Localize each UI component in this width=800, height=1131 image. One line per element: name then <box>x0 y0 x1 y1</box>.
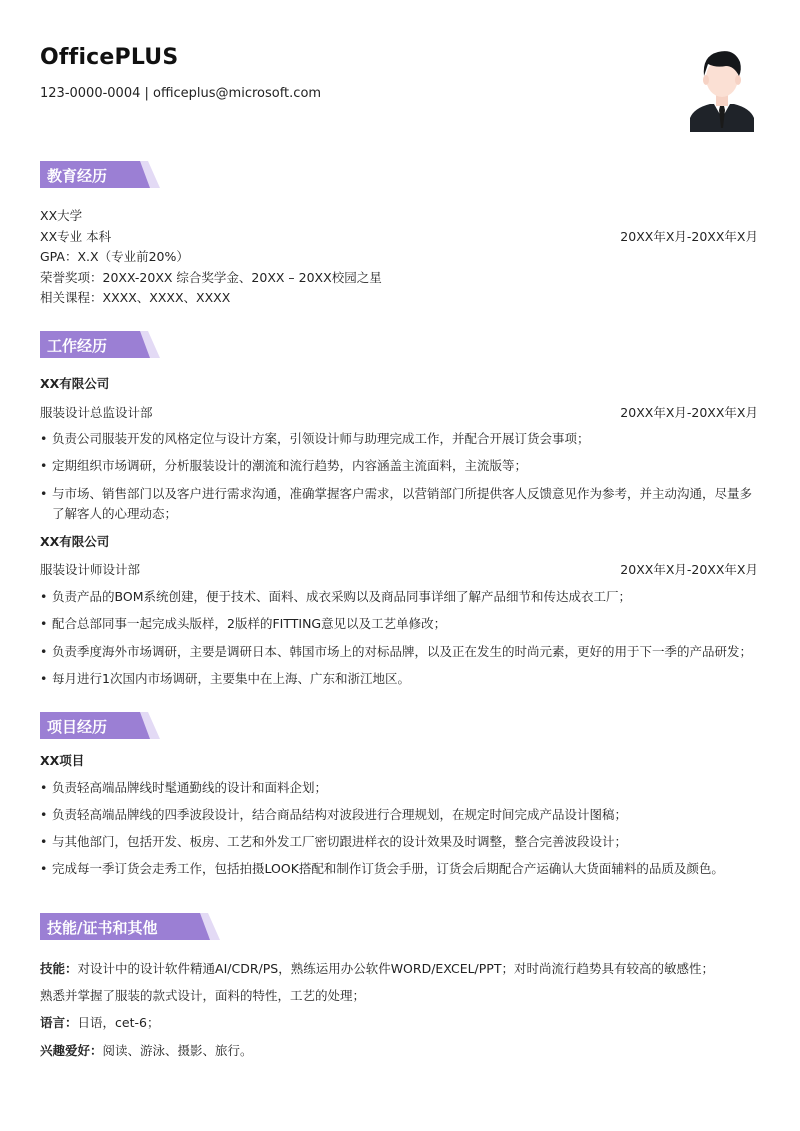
hobby-label: 兴趣爱好： <box>40 1043 103 1058</box>
major-degree: XX专业 本科 <box>40 229 112 244</box>
bullet-icon: • <box>40 644 48 659</box>
courses: 相关课程：XXXX、XXXX、XXXX <box>40 290 231 305</box>
language-line <box>40 1014 159 1031</box>
bullet-icon: • <box>40 458 48 473</box>
language-text: 日语，cet-6； <box>77 1015 160 1030</box>
contact-info: 123-0000-0004 | officeplus@microsoft.com <box>40 86 322 101</box>
bullet-icon: • <box>40 431 48 446</box>
school-name: XX大学 <box>40 208 83 223</box>
section-title: 教育经历 <box>47 167 108 185</box>
bullet-icon: • <box>40 616 48 631</box>
list-item: • 配合总部同事一起完成头版样，2版样的FITTING意见以及工艺单修改； <box>40 614 760 634</box>
section-title: 项目经历 <box>47 718 108 736</box>
job-role: 服装设计师设计部 <box>40 562 141 577</box>
list-item: • 负责轻高端品牌线的四季波段设计，结合商品结构对波段进行合理规划，在规定时间完成产品设计图稿； <box>40 805 760 825</box>
section-title: 技能/证书和其他 <box>47 919 158 937</box>
bullet-icon: • <box>40 807 48 822</box>
avatar-icon <box>688 44 756 132</box>
gpa: GPA：X.X（专业前20%） <box>40 249 189 264</box>
bullet-icon: • <box>40 834 48 849</box>
bullet-icon: • <box>40 861 48 876</box>
bullet-icon: • <box>40 589 48 604</box>
job-date: 20XX年X月-20XX年X月 <box>620 562 758 577</box>
list-item: • 与其他部门，包括开发、板房、工艺和外发工厂密切跟进样衣的设计效果及时调整，整合完善波段设计； <box>40 832 760 852</box>
list-item: • 完成每一季订货会走秀工作，包括拍摄LOOK搭配和制作订货会手册，订货会后期配合产运确认大货面辅料的品质及颜色。 <box>40 859 760 879</box>
section-header-education <box>40 161 170 188</box>
skills-line-2: 熟悉并掌握了服装的款式设计，面料的特性，工艺的处理； <box>40 988 366 1003</box>
bullet-icon: • <box>40 486 48 501</box>
education-date: 20XX年X月-20XX年X月 <box>620 229 758 244</box>
skills-label: 技能： <box>40 961 78 976</box>
list-item: • 与市场、销售部门以及客户进行需求沟通，准确掌握客户需求，以营销部门所提供客人反馈意见作为参考，并主动沟通，尽量多了解客人的心理动态； <box>40 486 753 521</box>
company-name: XX有限公司 <box>40 376 110 391</box>
project-name: XX项目 <box>40 753 85 768</box>
list-item: • 负责公司服装开发的风格定位与设计方案，引领设计师与助理完成工作，并配合开展订货会事项； <box>40 429 760 449</box>
list-item: • 负责轻高端品牌线时髦通勤线的设计和面料企划； <box>40 778 760 798</box>
candidate-name: OfficePLUS <box>40 45 179 70</box>
section-title: 工作经历 <box>47 337 108 355</box>
language-label: 语言： <box>40 1015 78 1030</box>
hobby-line <box>40 1042 253 1059</box>
bullet-icon: • <box>40 671 48 686</box>
job-date: 20XX年X月-20XX年X月 <box>620 405 758 420</box>
hobby-text: 阅读、游泳、摄影、旅行。 <box>102 1043 253 1058</box>
list-item: • 定期组织市场调研，分析服装设计的潮流和流行趋势，内容涵盖主流面料，主流版等； <box>40 456 760 476</box>
skills-text: 对设计中的设计软件精通AI/CDR/PS，熟练运用办公软件WORD/EXCEL/PPT；对时尚流行趋势具有较高的敏感性； <box>77 961 714 976</box>
section-header-skills <box>40 913 170 940</box>
list-item: • 负责季度海外市场调研，主要是调研日本、韩国市场上的对标品牌，以及正在发生的时尚元素，更好的用于下一季的产品研发； <box>40 642 760 662</box>
list-item: • 负责产品的BOM系统创建，便于技术、面料、成衣采购以及商品同事详细了解产品细节和传达成衣工厂； <box>40 587 760 607</box>
skills-line <box>40 960 714 977</box>
section-header-project <box>40 712 170 739</box>
bullet-icon: • <box>40 780 48 795</box>
company-name: XX有限公司 <box>40 534 110 549</box>
job-role: 服装设计总监设计部 <box>40 405 153 420</box>
list-item: • 每月进行1次国内市场调研，主要集中在上海、广东和浙江地区。 <box>40 669 760 689</box>
section-header-work <box>40 331 170 358</box>
honors: 荣誉奖项：20XX-20XX 综合奖学金、20XX – 20XX校园之星 <box>40 270 382 285</box>
